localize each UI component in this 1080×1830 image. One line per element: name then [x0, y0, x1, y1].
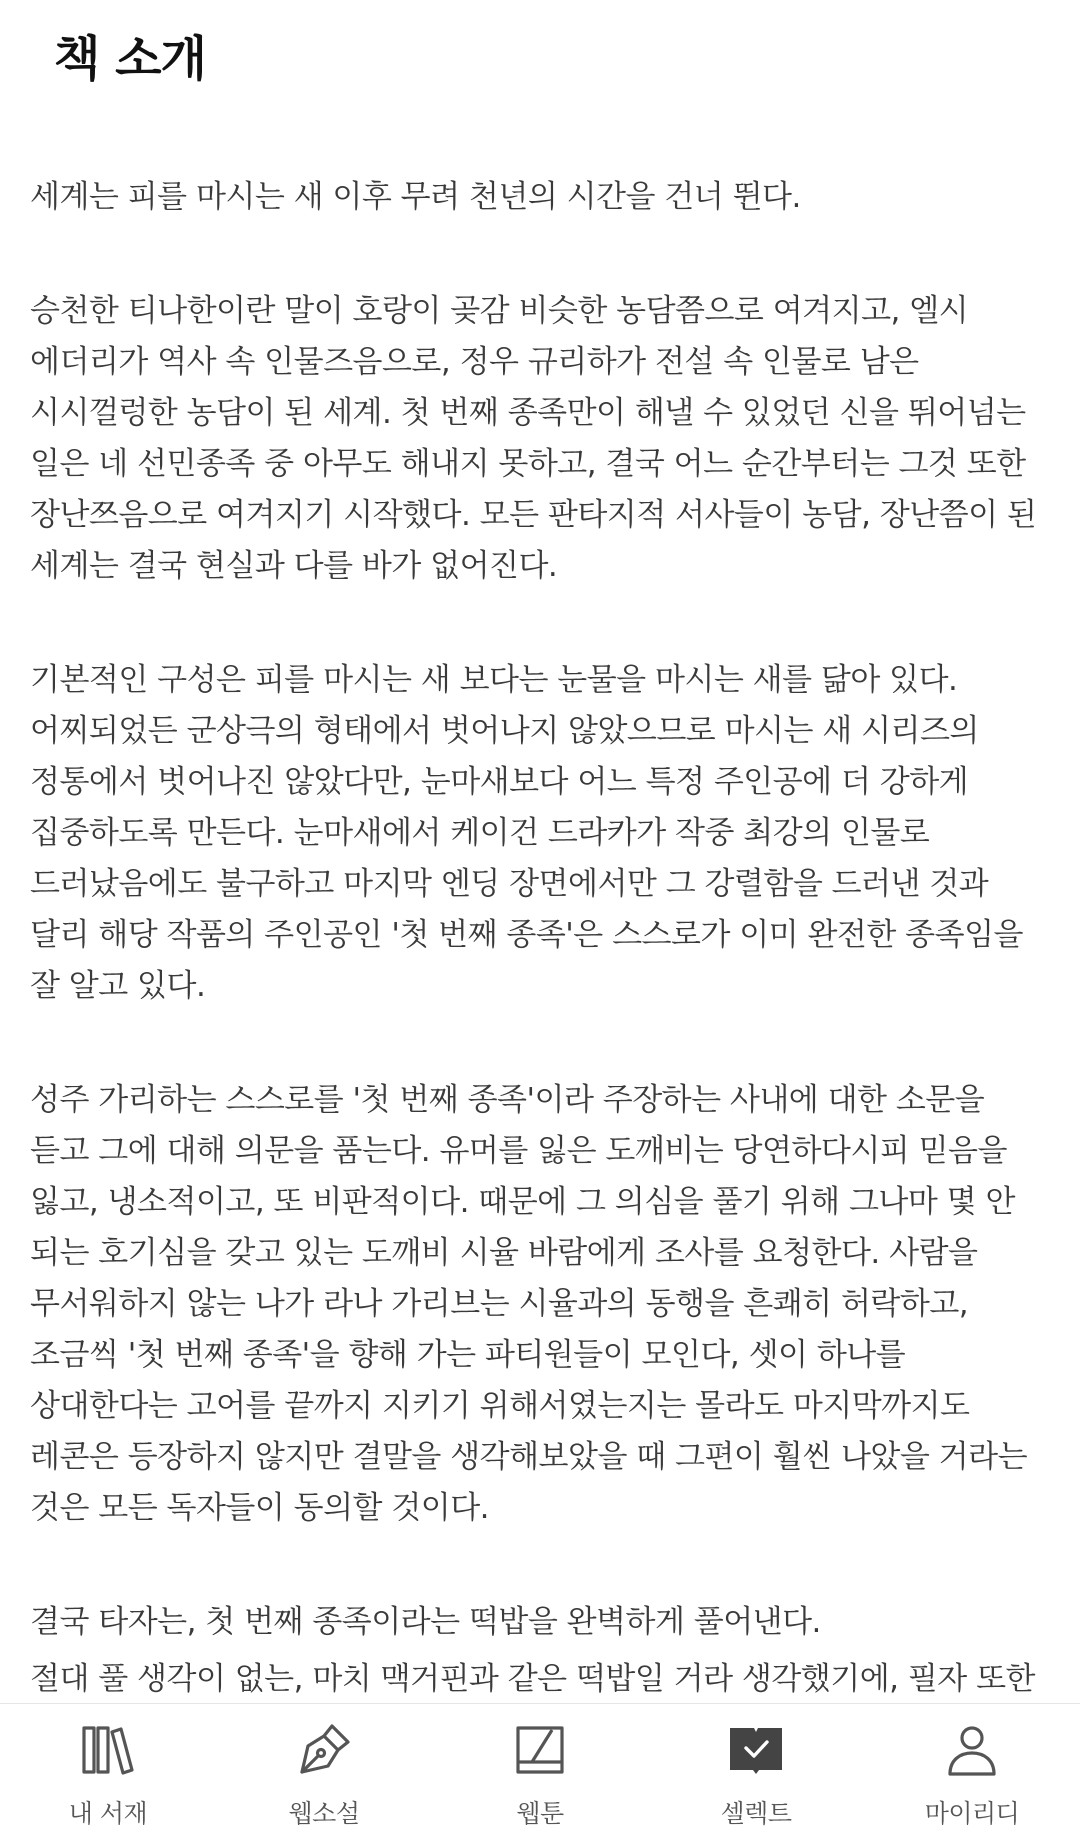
nav-label-webtoon: 웹툰: [516, 1799, 564, 1828]
nav-label-webnovel: 웹소설: [288, 1799, 360, 1828]
paragraph: 기본적인 구성은 피를 마시는 새 보다는 눈물을 마시는 새를 닮아 있다. 어찌되었든 군상극의 형태에서 벗어나지 않았으므로 마시는 새 시리즈의 정통에서 벗어나진 않았다만, 눈마새보다 어느 특정 주인공에 더 강하게 집중하도록 만든다. 눈마새에서 케이건 드라카가 작중 최강의 인물로 드러났음에도 불구하고 마지막 엔딩 장면에서만 그 강렬함을 드러낸 것과 달리 해당 작품의 주인공인 '첫 번째 종족'은 스스로가 이미 완전한 종족임을 잘 알고 있다.: [30, 662, 1023, 1004]
paragraph: 세계는 피를 마시는 새 이후 무려 천년의 시간을 건너 뛴다.: [30, 179, 801, 215]
paragraph: 절대 풀 생각이 없는, 마치 맥거핀과 같은 떡밥일 거라 생각했기에, 필자 또한: [30, 1661, 1035, 1697]
nav-label-library: 내 서재: [68, 1799, 148, 1828]
library-icon: [76, 1718, 140, 1782]
pen-nib-icon: [292, 1718, 356, 1782]
nav-item-library[interactable]: [0, 1704, 216, 1830]
paragraph: 승천한 티나한이란 말이 호랑이 곶감 비슷한 농담쯤으로 여겨지고, 엘시 에더리가 역사 속 인물즈음으로, 정우 규리하가 전설 속 인물로 남은 시시껄렁한 농담이 된 세계. 첫 번째 종족만이 해낼 수 있었던 신을 뛰어넘는 일은 네 선민종족 중 아무도 해내지 못하고, 결국 어느 순간부터는 그것 또한 장난쯔음으로 여겨지기 시작했다. 모든 판타지적 서사들이 농담, 장난쯤이 된 세계는 결국 현실과 다를 바가 없어진다.: [30, 293, 1037, 584]
nav-label-myridi: 마이리디: [924, 1799, 1020, 1828]
webtoon-icon: [508, 1718, 572, 1782]
paragraph: 성주 가리하는 스스로를 '첫 번째 종족'이라 주장하는 사내에 대한 소문을 듣고 그에 대해 의문을 품는다. 유머를 잃은 도깨비는 당연하다시피 믿음을 잃고, 냉소적이고, 또 비판적이다. 때문에 그 의심을 풀기 위해 그나마 몇 안 되는 호기심을 갖고 있는 도깨비 시율 바람에게 조사를 요청한다. 사람을 무서워하지 않는 나가 라나 가리브는 시율과의 동행을 흔쾌히 허락하고, 조금씩 '첫 번째 종족'을 향해 가는 파티원들이 모인다, 셋이 하나를 상대한다는 고어를 끝까지 지키기 위해서였는지는 몰라도 마지막까지도 레콘은 등장하지 않지만 결말을 생각해보았을 때 그편이 훨씬 나았을 거라는 것은 모든 독자들이 동의할 것이다.: [30, 1082, 1028, 1526]
section-title: 책 소개: [54, 31, 206, 87]
nav-item-myridi[interactable]: [864, 1704, 1080, 1830]
paragraph: 결국 타자는, 첫 번째 종족이라는 떡밥을 완벽하게 풀어낸다.: [30, 1604, 821, 1640]
bottom-navigation: [0, 1703, 1080, 1829]
person-icon: [940, 1718, 1004, 1782]
nav-item-webnovel[interactable]: [216, 1704, 432, 1830]
select-book-icon: [724, 1718, 788, 1782]
nav-label-select: 셀렉트: [720, 1799, 792, 1828]
nav-item-webtoon[interactable]: [432, 1704, 648, 1830]
nav-item-select[interactable]: [648, 1704, 864, 1830]
